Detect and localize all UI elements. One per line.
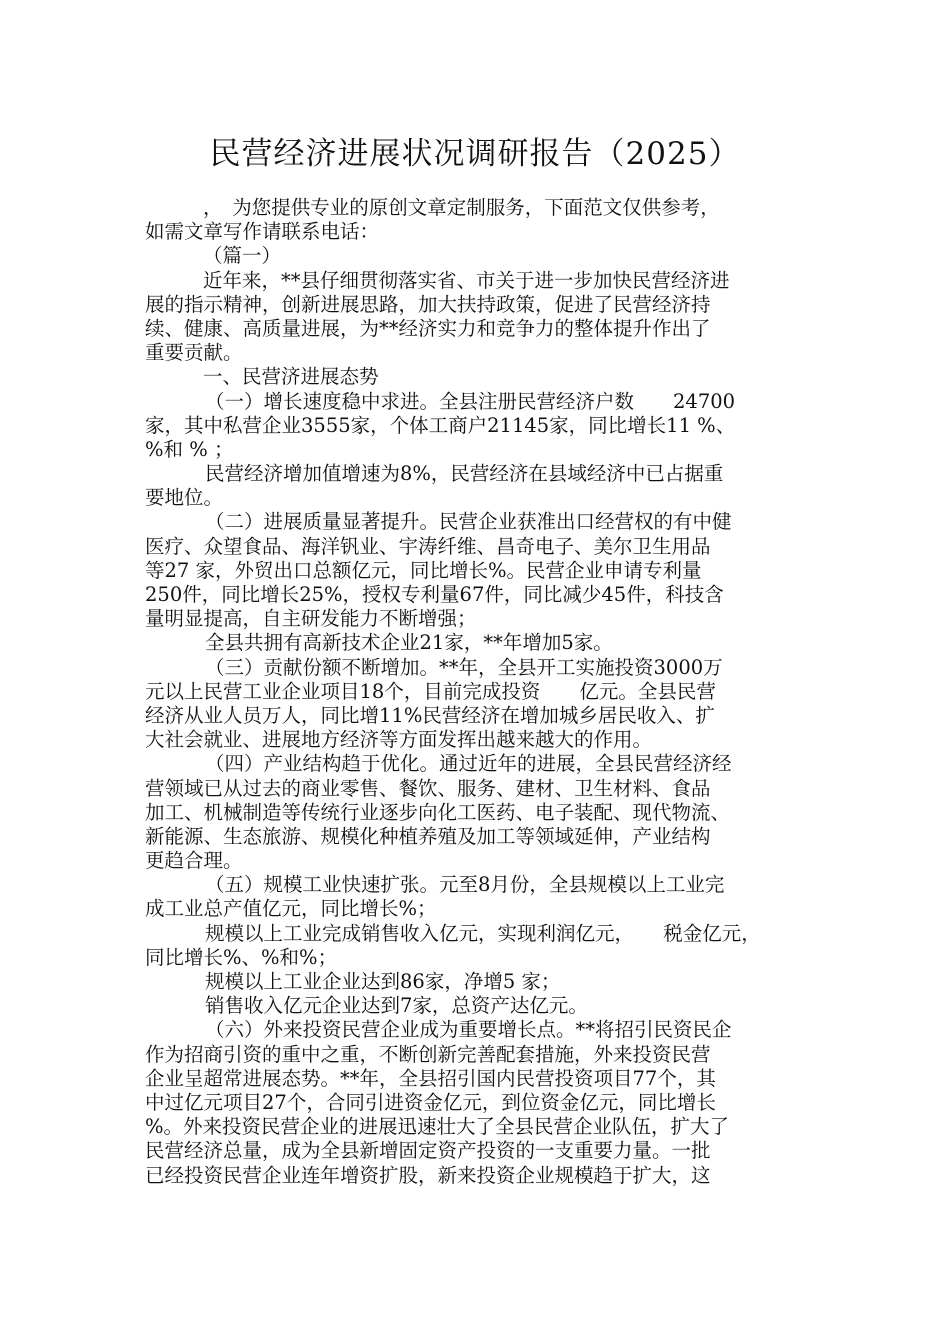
text-line: 元以上民营工业企业项目18个，目前完成投资 亿元。全县民营 [145,679,716,703]
text-line: 一、民营济进展态势 [203,365,379,389]
text-line: 企业呈超常进展态势。**年，全县招引国内民营投资项目77个，其 [145,1066,716,1090]
text-line: （二）进展质量显著提升。民营企业获准出口经营权的有中健 [205,510,732,534]
text-line: （三）贡献份额不断增加。**年，全县开工实施投资3000万 [205,655,723,679]
text-line: 新能源、生态旅游、规模化种植养殖及加工等领域延伸，产业结构 [145,824,711,848]
text-line: 要地位。 [145,486,224,510]
text-line: 250件，同比增长25%，授权专利量67件，同比减少45件，科技含 [145,583,724,606]
text-line: ， 为您提供专业的原创文章定制服务，下面范文仅供参考， [203,196,720,219]
text-line: 医疗、众望食品、海洋钒业、宇涛纤维、昌奇电子、美尔卫生用品 [145,534,711,558]
text-line: （一）增长速度稳中求进。全县注册民营经济户数 24700 [205,389,736,413]
text-line: （四）产业结构趋于优化。通过近年的进展，全县民营经济经 [205,752,732,776]
text-line: 已经投资民营企业连年增资扩股，新来投资企业规模趋于扩大，这 [145,1163,711,1187]
text-line: 加工、机械制造等传统行业逐步向化工医药、电子装配、现代物流、 [145,800,731,824]
text-line: 同比增长%、%和%； [145,945,338,969]
text-line: （五）规模工业快速扩张。元至8月份，全县规模以上工业完 [205,873,725,897]
text-line: 全县共拥有高新技术企业21家，**年增加5家。 [205,631,613,655]
text-line: 规模以上工业企业达到86家，净增5 家； [205,970,561,993]
text-line: 更趋合理。 [145,849,243,873]
text-line: 营领域已从过去的商业零售、餐饮、服务、建材、卫生材料、食品 [145,776,711,800]
text-line: 重要贡献。 [145,341,243,365]
document-body [145,196,815,1188]
text-line: 民营经济总量，成为全县新增固定资产投资的一支重要力量。一批 [145,1139,711,1163]
text-line: 近年来，**县仔细贯彻落实省、市关于进一步加快民营经济进 [203,268,730,292]
text-line: 等27 家，外贸出口总额亿元，同比增长%。民营企业申请专利量 [145,558,702,582]
text-line: 作为招商引资的重中之重，不断创新完善配套措施，外来投资民营 [145,1042,711,1066]
text-line: 民营经济增加值增速为8%，民营经济在县域经济中已占据重 [205,462,724,486]
text-line: 家，其中私营企业3555家，个体工商户21145家，同比增长11 %、 [145,413,736,437]
text-line: （六）外来投资民营企业成为重要增长点。**将招引民资民企 [205,1018,732,1042]
text-line: %和 % ； [145,437,234,461]
text-line: 展的指示精神，创新进展思路，加大扶持政策，促进了民营经济持 [145,292,711,316]
text-line: %。外来投资民营企业的进展迅速壮大了全县民营企业队伍，扩大了 [145,1115,730,1139]
document-title: 民营经济进展状况调研报告（2025） [209,136,741,172]
text-line: 续、健康、高质量进展，为**经济实力和竞争力的整体提升作出了 [145,316,711,340]
text-line: 规模以上工业完成销售收入亿元，实现利润亿元， 税金亿元， [205,921,761,945]
text-line: 量明显提高，自主研发能力不断增强； [145,607,477,631]
text-line: 如需文章写作请联系电话： [145,220,380,244]
text-line: 中过亿元项目27个，合同引进资金亿元，到位资金亿元，同比增长 [145,1090,716,1114]
text-line: （篇一） [203,244,282,268]
text-line: 大社会就业、进展地方经济等方面发挥出越来越大的作用。 [145,728,653,752]
text-line: 销售收入亿元企业达到7家，总资产达亿元。 [205,994,588,1018]
text-line: 经济从业人员万人，同比增11%民营经济在增加城乡居民收入、扩 [145,703,715,727]
text-line: 成工业总产值亿元，同比增长%； [145,897,437,921]
